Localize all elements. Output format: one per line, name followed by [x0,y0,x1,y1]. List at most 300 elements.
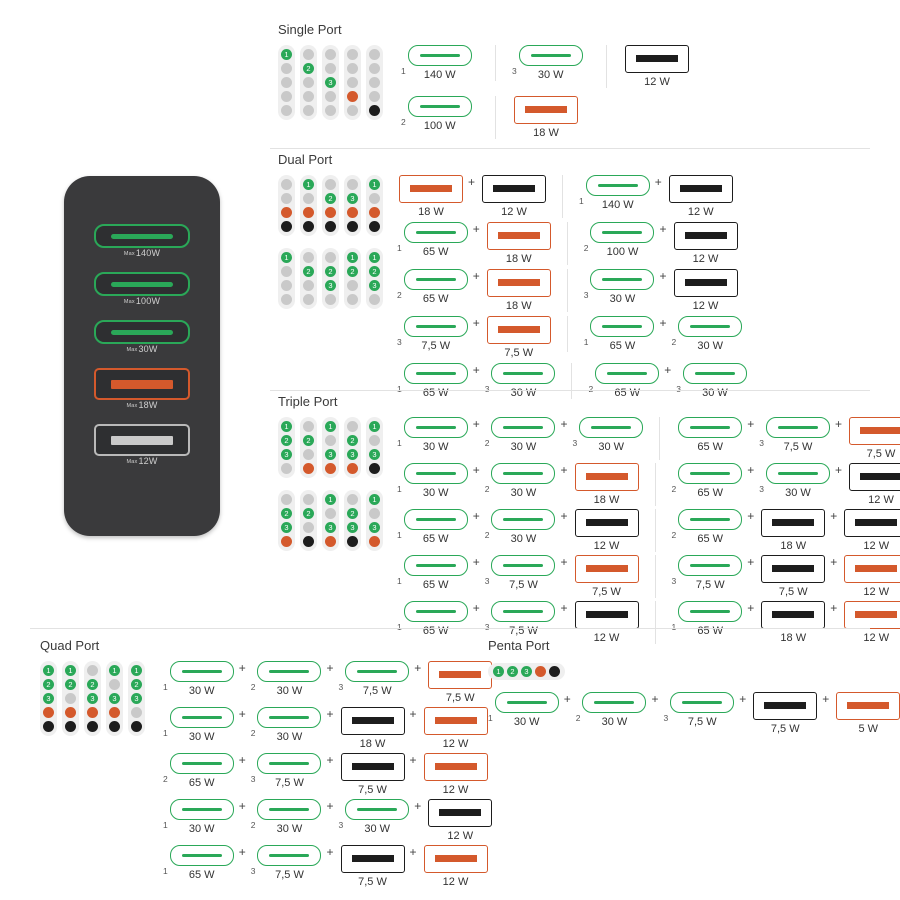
port-dot-inactive [281,294,292,305]
connector-index: 2 [250,682,256,692]
divider [270,148,870,149]
usb-c-connector-icon [491,601,555,622]
connector-item [163,845,234,881]
device-port-3 [94,320,190,344]
port-dot-inactive [303,105,314,116]
port-dot-active: 2 [347,266,358,277]
connector-index: 3 [572,438,578,448]
connector-index: 1 [163,728,168,738]
port-indicator-column [322,175,339,236]
connector-item [512,96,578,139]
connector-index: 3 [671,576,677,586]
port-dot-inactive [281,105,292,116]
port-indicator-column [278,417,295,478]
port-dot-inactive [325,294,336,305]
plus-separator: + [409,845,417,859]
port-indicator-column [366,417,383,478]
connector-index: 3 [663,713,669,723]
usb-c-connector-icon [670,692,734,713]
port-indicator-column [344,45,361,120]
wattage-label: 18 W [418,206,444,218]
combination-cell [397,509,639,552]
connector-item [759,417,830,453]
port-dot-black [281,221,292,232]
connector-index: 1 [163,866,168,876]
plus-separator: + [834,463,842,477]
usb-c-port-icon [94,224,190,248]
connector-item [397,175,463,218]
usb-a-connector-icon [341,753,405,781]
port-dot-inactive [325,508,336,519]
port-dot-inactive [281,266,292,277]
connector-item [163,753,234,789]
usb-c-connector-icon [491,555,555,576]
wattage-label: 30 W [188,731,215,743]
usb-c-connector-icon [257,753,321,774]
wattage-label: 65 W [188,869,215,881]
wattage-label: 18 W [533,127,559,139]
combination-list [397,417,900,647]
connector-item [676,417,742,453]
port-dot-orange [281,207,292,218]
connector-index: 3 [250,866,256,876]
port-dot-inactive [65,693,76,704]
device-port-4 [94,368,190,400]
port-dot-inactive [87,665,98,676]
port-dot-black [303,221,314,232]
plus-separator: + [409,707,417,721]
section-dual-port [278,152,747,403]
section-title: Triple Port [278,394,338,409]
connector-item [397,222,468,258]
connector-item [573,555,639,598]
wattage-label: 18 W [505,300,532,312]
connector-index: 1 [163,820,168,830]
port-dot-inactive [347,294,358,305]
port-indicator-group [278,175,383,236]
combination-cell [397,316,551,359]
port-dot-inactive [369,49,380,60]
connector-index: 1 [671,622,677,632]
port-dot-orange [303,463,314,474]
port-dot-black [369,463,380,474]
connector-index: 3 [512,66,517,76]
connector-item [422,845,488,888]
port-indicator-column [300,248,317,309]
usb-a-connector-icon [487,222,551,250]
device-port-5-label: Max12W [126,456,158,466]
port-dot-inactive [281,280,292,291]
port-dot-orange [43,707,54,718]
plus-separator: + [472,269,480,283]
usb-a-connector-icon [575,555,639,583]
plus-separator: + [326,661,334,675]
plus-separator: + [560,509,568,523]
port-dot-active: 2 [131,679,142,690]
connector-item [485,601,556,637]
connector-item [485,417,556,453]
usb-c-connector-icon [404,269,468,290]
usb-a-port-icon [94,368,190,400]
connector-item [426,661,492,704]
usb-a-connector-icon [761,509,825,537]
usb-a-connector-icon [844,555,900,583]
usb-c-connector-icon [678,463,742,484]
usb-c-connector-icon [257,799,321,820]
usb-c-connector-icon [582,692,646,713]
usb-c-connector-icon [491,463,555,484]
connector-index: 3 [759,438,764,448]
port-dot-active: 3 [325,522,336,533]
wattage-label: 7,5 W [509,579,538,591]
port-dot-inactive [303,421,314,432]
combination-row [397,509,900,552]
wattage-label: 65 W [188,777,215,789]
connector-item [339,799,410,835]
port-dot-orange [369,207,380,218]
section-penta-port [488,638,900,738]
port-dot-active: 3 [325,280,336,291]
connector-index: 3 [397,337,402,347]
combination-cell [163,799,492,842]
port-indicator-column [344,248,361,309]
connector-item [573,417,644,453]
port-dot-active: 1 [347,252,358,263]
port-dot-active: 3 [87,693,98,704]
connector-index: 1 [163,682,168,692]
usb-c-connector-icon [678,316,742,337]
wattage-label: 65 W [614,387,641,399]
wattage-label: 65 W [422,625,449,637]
port-dot-inactive [369,508,380,519]
wattage-label: 7,5 W [592,586,621,598]
port-dot-black [347,221,358,232]
port-dot-inactive [369,91,380,102]
port-dot-inactive [325,49,336,60]
combination-row [163,661,492,704]
usb-a-connector-icon [669,175,733,203]
wattage-label: 7,5 W [783,441,813,453]
plus-separator: + [326,799,334,813]
port-dot-active: 3 [281,449,292,460]
connector-index: 1 [397,384,402,394]
connector-item [485,555,556,591]
port-dot-active: 3 [325,77,336,88]
port-dot-inactive [347,105,358,116]
wattage-label: 7,5 W [687,716,717,728]
usb-c-port-icon [94,320,190,344]
usb-c-connector-icon [766,463,830,484]
port-dot-inactive [303,494,314,505]
plus-separator: + [654,175,662,189]
connector-item [480,175,546,218]
connector-item [397,269,468,305]
usb-c-connector-icon [595,363,659,384]
wattage-label: 12 W [442,876,469,888]
port-dot-active: 1 [131,665,142,676]
usb-a-connector-icon [849,417,900,445]
usb-c-connector-icon [491,509,555,530]
port-dot-inactive [347,77,358,88]
port-dot-active: 2 [507,666,518,677]
connector-index: 1 [401,66,406,76]
combination-row [397,555,900,598]
plus-separator: + [664,363,672,377]
usb-c-connector-icon [678,601,742,622]
wattage-label: 7,5 W [358,784,387,796]
port-dot-active: 1 [281,49,292,60]
wattage-label: 30 W [601,716,628,728]
usb-c-connector-icon [408,45,472,66]
port-dot-inactive [347,494,358,505]
connector-item [422,753,488,796]
port-dot-orange [109,707,120,718]
connector-item [759,509,825,552]
port-dot-inactive [325,63,336,74]
port-dot-orange [303,207,314,218]
usb-c-connector-icon [579,417,643,438]
usb-c-connector-icon [404,601,468,622]
connector-index: 2 [250,728,256,738]
usb-c-connector-icon [678,509,742,530]
usb-c-connector-icon [678,417,742,438]
usb-a-connector-icon [844,509,900,537]
connector-item [339,845,405,888]
connector-item [672,463,743,499]
port-dot-active: 1 [369,494,380,505]
plus-separator: + [651,692,659,706]
connector-item [573,509,639,552]
port-dot-active: 2 [281,435,292,446]
connector-item [251,707,322,743]
combination-list [397,175,747,403]
usb-a-connector-icon [674,269,738,297]
plus-separator: + [472,601,480,615]
usb-c-connector-icon [404,222,468,243]
wattage-label: 30 W [364,823,391,835]
connector-index: 2 [671,337,677,347]
port-dot-active: 3 [325,449,336,460]
port-indicator-group [278,248,383,309]
usb-a-connector-icon [424,753,488,781]
plus-separator: + [472,555,480,569]
combination-cell [397,269,551,312]
usb-c-connector-icon [491,417,555,438]
connector-item [584,269,655,305]
connector-item [672,316,743,352]
combination-row [397,417,900,460]
port-dot-active: 2 [325,266,336,277]
connector-item [751,692,817,735]
connector-item [576,692,647,728]
usb-c-connector-icon [257,845,321,866]
connector-item [847,417,900,460]
wattage-label: 12 W [501,206,527,218]
combination-list [488,692,900,738]
port-dot-active: 2 [87,679,98,690]
divider [270,390,870,391]
usb-c-connector-icon [683,363,747,384]
wattage-label: 7,5 W [866,448,896,460]
wattage-label: 30 W [276,685,303,697]
combination-cell [397,417,643,453]
wattage-label: 65 W [697,487,724,499]
connector-item [485,509,556,545]
connector-item [834,692,900,735]
wattage-label: 65 W [697,533,724,545]
wattage-label: 30 W [697,340,724,352]
plus-separator: + [560,601,568,615]
combination-cell [163,753,488,796]
combination-cell [495,45,590,81]
wattage-label: 7,5 W [362,685,392,697]
combination-cell [655,555,900,598]
wattage-label: 12 W [593,632,620,644]
port-dot-black [87,721,98,732]
plus-separator: + [326,707,334,721]
usb-c-connector-icon [170,753,234,774]
usb-a-connector-icon [761,555,825,583]
usb-a-connector-icon [625,45,689,73]
port-dot-active: 1 [303,179,314,190]
device-port-1-label: Max140W [123,248,161,258]
connector-index: 1 [488,713,493,723]
usb-c-connector-icon [404,316,468,337]
plus-separator: + [747,417,755,431]
wattage-label: 30 W [785,487,811,499]
connector-index: 2 [671,530,677,540]
port-dot-orange [65,707,76,718]
plus-separator: + [747,601,755,615]
connector-item [842,555,900,598]
connector-index: 2 [401,117,406,127]
connector-index: 1 [397,576,402,586]
usb-a-connector-icon [482,175,546,203]
connector-index: 2 [484,484,490,494]
port-dot-inactive [347,179,358,190]
port-dot-inactive [281,91,292,102]
wattage-label: 7,5 W [778,586,808,598]
wattage-label: 18 W [505,253,532,265]
connector-item [672,269,738,312]
port-dot-inactive [281,463,292,474]
connector-index: 3 [484,576,490,586]
connector-item [401,96,472,132]
connector-item [623,45,689,88]
connector-item [485,463,556,499]
combination-cell [567,316,742,352]
connector-index: 1 [397,530,402,540]
port-dot-active: 3 [369,449,380,460]
usb-c-connector-icon [590,316,654,337]
combination-cell [567,222,738,265]
wattage-label: 30 W [537,69,564,81]
port-dot-orange [347,91,358,102]
wattage-label: 12 W [442,738,469,750]
port-dot-inactive [109,679,120,690]
port-dot-black [109,721,120,732]
port-dot-active: 3 [347,193,358,204]
port-dot-inactive [303,252,314,263]
port-dot-active: 3 [109,693,120,704]
wattage-label: 12 W [868,494,894,506]
usb-a-connector-icon [399,175,463,203]
port-dot-inactive [281,193,292,204]
port-indicator-column [84,661,101,736]
usb-a-connector-icon [341,845,405,873]
wattage-label: 140 W [423,69,456,81]
usb-a-connector-icon [487,316,551,344]
port-dot-active: 3 [281,522,292,533]
wattage-label: 12 W [687,206,714,218]
port-dot-active: 1 [109,665,120,676]
port-dot-orange [369,536,380,547]
connector-index: 2 [163,774,168,784]
port-indicator-column [322,45,339,120]
plus-separator: + [238,661,246,675]
port-dot-active: 1 [281,421,292,432]
plus-separator: + [472,363,480,377]
combination-cell [488,692,900,735]
combination-cell [397,463,639,506]
plus-separator: + [659,222,667,236]
combination-row [397,269,747,312]
wattage-label: 7,5 W [695,579,725,591]
combination-cell [401,96,479,132]
combination-list [401,45,701,147]
usb-a-connector-icon [844,601,900,629]
port-dot-active: 2 [347,435,358,446]
connector-index: 2 [250,820,256,830]
port-dot-active: 1 [281,252,292,263]
usb-a-connector-icon [575,601,639,629]
usb-c-connector-icon [170,661,234,682]
connector-index: 3 [759,484,764,494]
combination-cell [163,661,492,704]
wattage-label: 12 W [442,784,469,796]
usb-a-connector-icon [674,222,738,250]
port-dot-active: 1 [325,421,336,432]
connector-item [672,555,743,591]
usb-c-connector-icon [404,363,468,384]
port-indicator-group [40,661,145,736]
plus-separator: + [472,316,480,330]
port-dot-inactive [325,435,336,446]
wattage-label: 30 W [276,731,303,743]
connector-item [759,463,830,499]
connector-index: 3 [250,774,256,784]
device-port-3-label: Max30W [126,344,158,354]
wattage-label: 65 W [422,387,449,399]
connector-item [251,753,322,789]
connector-item [579,175,650,211]
usb-a-connector-icon [424,707,488,735]
usb-c-port-icon [94,272,190,296]
port-dot-inactive [325,252,336,263]
port-dot-inactive [281,63,292,74]
plus-separator: + [238,707,246,721]
wattage-label: 7,5 W [421,340,451,352]
wattage-label: 65 W [422,579,449,591]
port-indicator-group [278,45,383,120]
wattage-label: 18 W [780,632,807,644]
usb-a-connector-icon [514,96,578,124]
plus-separator: + [560,463,568,477]
port-dot-black [43,721,54,732]
port-indicator-column [300,490,317,551]
port-dot-inactive [369,294,380,305]
connector-item [397,463,468,499]
